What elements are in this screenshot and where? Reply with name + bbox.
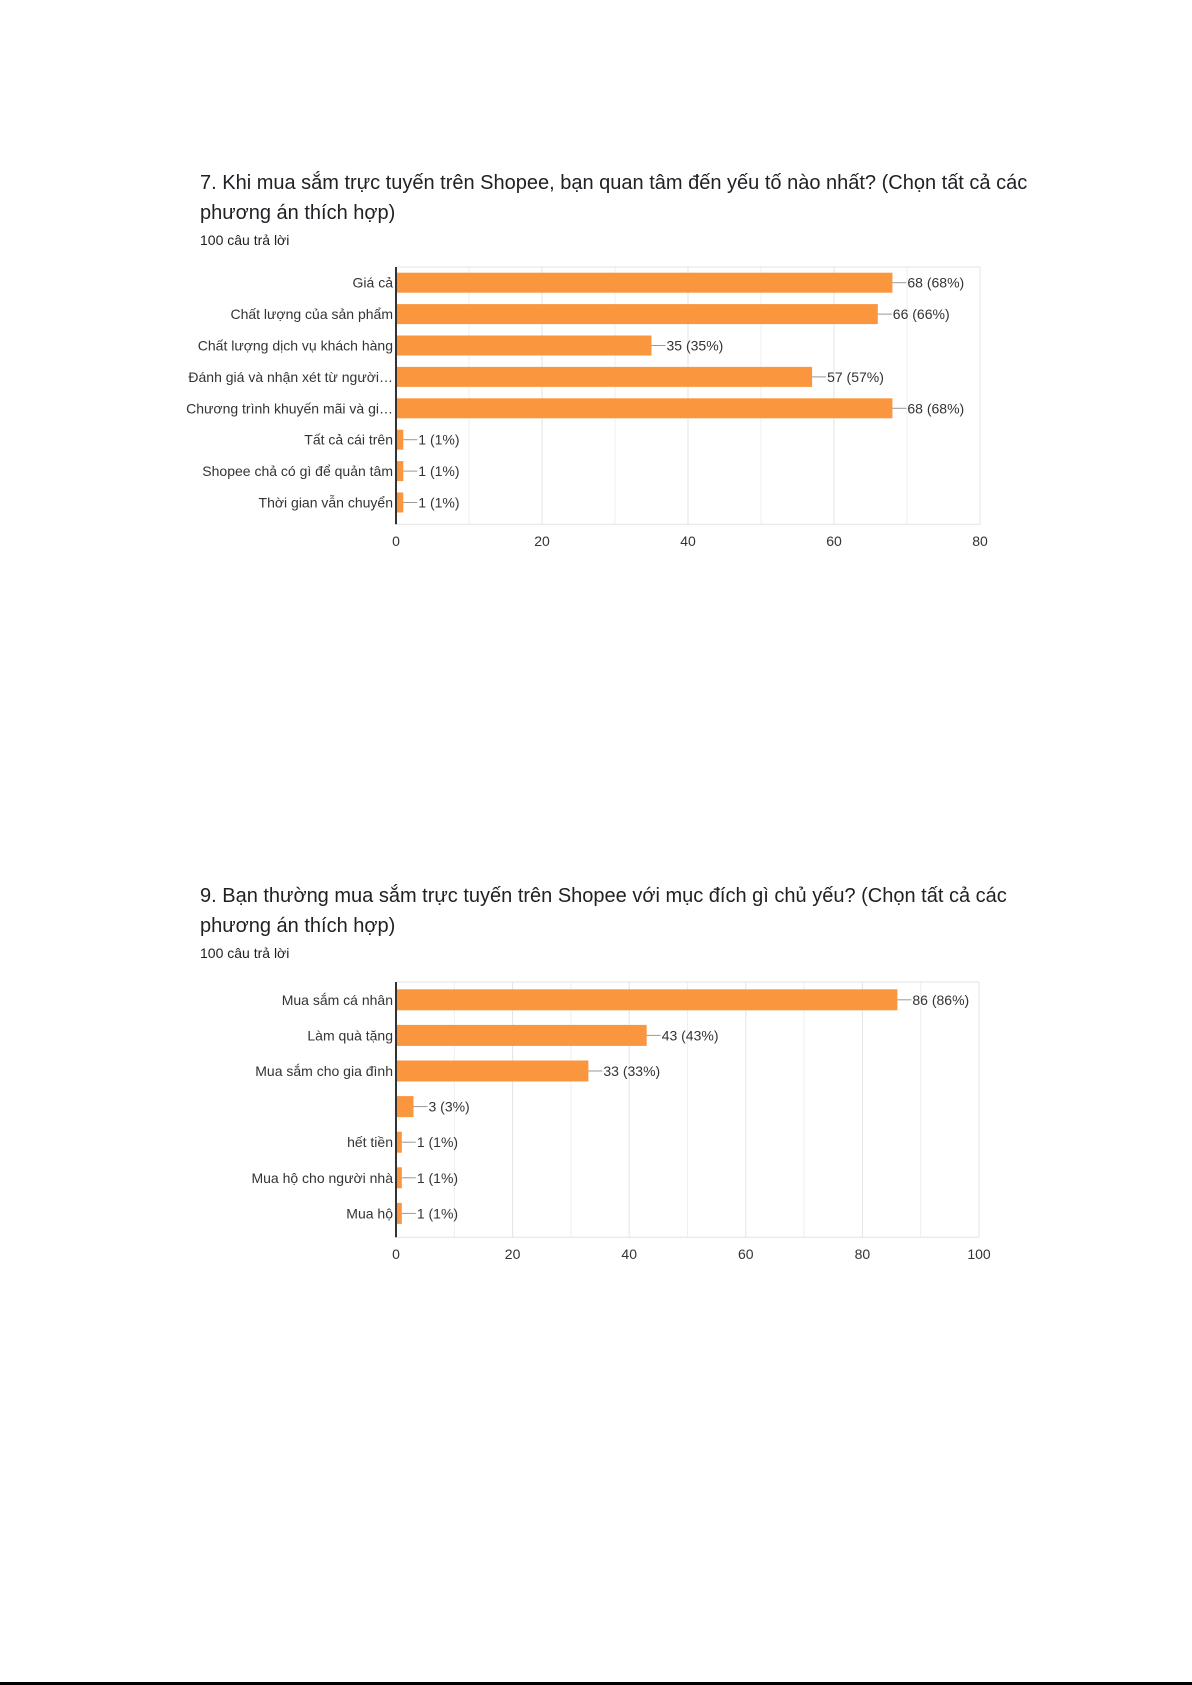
category-label: Làm quà tặng [307,1027,393,1044]
data-label: 66 (66%) [892,306,950,323]
bar-chart-q7 [0,260,1192,560]
category-label: Đánh giá và nhận xét từ người… [188,368,393,385]
bar [396,1025,647,1046]
data-label: 3 (3%) [428,1098,470,1115]
data-label: 1 (1%) [418,463,460,480]
response-count: 100 câu trả lời [200,945,290,961]
data-label: 86 (86%) [912,991,970,1008]
bar [396,989,897,1010]
data-label: 43 (43%) [661,1027,719,1044]
category-label: Mua sắm cho gia đình [255,1063,393,1079]
data-label: 68 (68%) [907,400,965,417]
data-label: 1 (1%) [416,1205,459,1222]
bar [396,398,892,418]
x-tick-label: 20 [534,533,550,550]
question-9 [200,881,1080,963]
category-label: Mua hộ cho người nhà [251,1169,393,1186]
category-label: Giá cả [352,274,393,291]
data-label: 68 (68%) [907,274,965,291]
data-label: 1 (1%) [416,1134,459,1151]
x-tick-label: 60 [738,1246,754,1263]
data-label: 1 (1%) [416,1169,459,1186]
question-title: 7. Khi mua sắm trực tuyến trên Shopee, bạn quan tâm đến yếu tố nào nhất? (Chọn tất cả các phương án thích hợp) [200,172,1028,224]
bar [396,1061,588,1082]
question-7 [200,168,1080,250]
data-label: 33 (33%) [603,1063,661,1079]
x-tick-label: 40 [680,533,696,550]
bar [396,493,403,513]
question-title: 9. Bạn thường mua sắm trực tuyến trên Shopee với mục đích gì chủ yếu? (Chọn tất cả các phương án thích hợp) [200,885,1007,937]
x-tick-label: 0 [392,533,400,550]
category-label: Chương trình khuyến mãi và gi… [186,400,393,417]
category-label: Thời gian vẫn chuyển [258,494,393,511]
category-label: Tất cả cái trên [304,431,393,448]
bar [396,304,878,324]
data-label: 35 (35%) [666,337,724,354]
x-tick-label: 20 [504,1246,521,1263]
category-label: Shopee chả có gì để quản tâm [202,463,393,480]
category-label: hết tiền [347,1134,393,1151]
x-tick-label: 40 [621,1246,637,1263]
category-label: Chất lượng của sản phẩm [230,306,393,323]
category-label: Chất lượng dịch vụ khách hàng [197,337,393,354]
x-tick-label: 0 [392,1246,400,1263]
bar [396,367,812,387]
x-tick-label: 80 [854,1246,871,1263]
bar [396,430,403,450]
bar-chart-q9 [0,975,1192,1275]
category-label: Mua sắm cá nhân [281,991,393,1008]
x-tick-label: 80 [972,533,988,550]
x-tick-label: 100 [967,1246,991,1263]
bar [396,336,652,356]
data-label: 1 (1%) [418,431,460,448]
bar [396,1096,413,1117]
data-label: 57 (57%) [827,368,884,385]
data-label: 1 (1%) [418,494,460,511]
response-count: 100 câu trả lời [200,232,290,248]
x-tick-label: 60 [826,533,842,550]
bar [396,273,892,293]
bar [396,461,403,481]
category-label: Mua hộ [346,1205,393,1222]
